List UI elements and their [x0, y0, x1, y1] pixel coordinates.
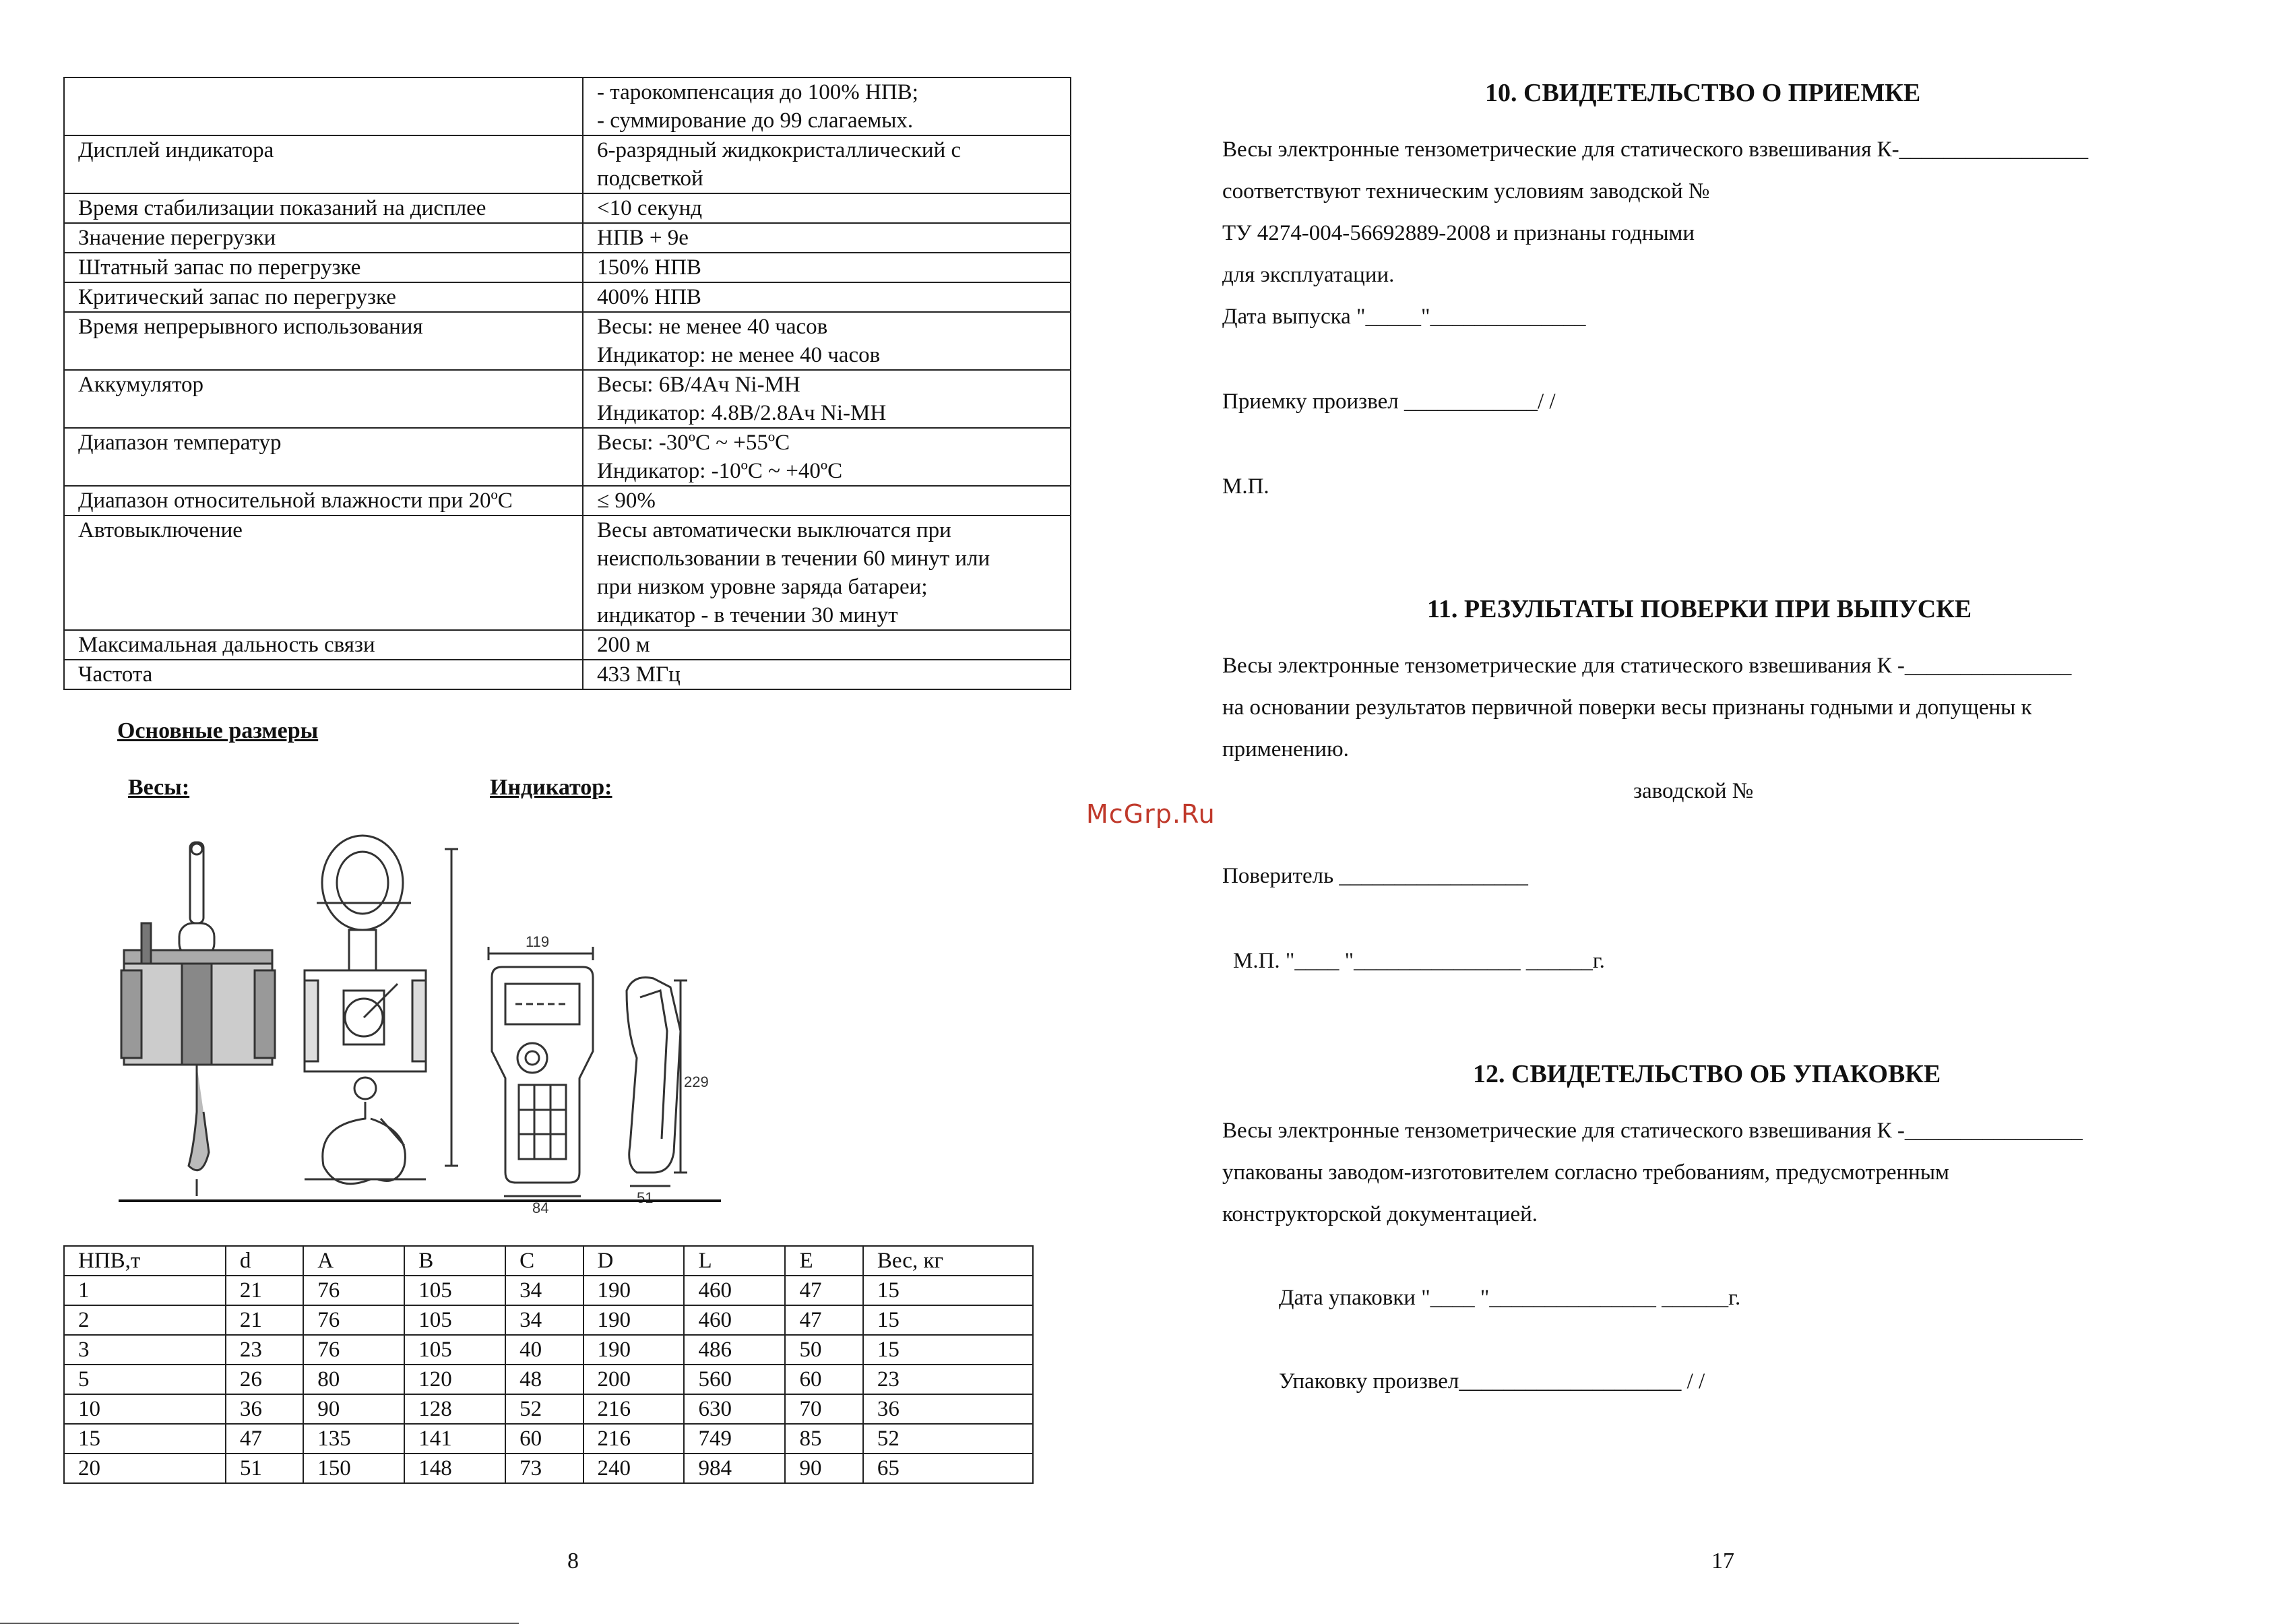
spec-row: [64, 660, 1071, 689]
s12-line-4: Дата упаковки "____ "_______________ ______г.: [1279, 1286, 1741, 1310]
dims-header-cell: E: [785, 1246, 862, 1276]
dims-cell: 240: [584, 1454, 685, 1483]
dims-cell: 85: [785, 1424, 862, 1454]
s11-line-4: заводской №: [1633, 779, 1754, 803]
dims-cell: 23: [226, 1335, 303, 1365]
spec-param: [64, 77, 583, 135]
dims-cell: 190: [584, 1335, 685, 1365]
dimensions-table: [63, 1245, 1034, 1484]
dims-row: [64, 1394, 1033, 1424]
dims-header-cell: d: [226, 1246, 303, 1276]
spec-row: [64, 253, 1071, 282]
dims-cell: 76: [303, 1335, 404, 1365]
dims-cell: 70: [785, 1394, 862, 1424]
scales-label: Весы:: [128, 775, 190, 800]
dims-cell: 135: [303, 1424, 404, 1454]
spec-value: [583, 428, 1071, 486]
dims-cell: 105: [404, 1305, 505, 1335]
dims-cell: 26: [226, 1365, 303, 1394]
dims-cell: 34: [505, 1276, 583, 1305]
spec-value-line: 200 м: [597, 633, 650, 657]
crane-scale-side-view: [121, 842, 275, 1196]
left-page: [0, 0, 1135, 1605]
spec-value-line: при низком уровне заряда батареи;: [597, 575, 928, 599]
dims-header-cell: C: [505, 1246, 583, 1276]
spec-row: [64, 516, 1071, 630]
spec-row: [64, 630, 1071, 660]
spec-table: [63, 77, 1071, 690]
spec-value-line: Индикатор: 4.8В/2.8Ач Ni-MH: [597, 401, 887, 425]
dims-row: [64, 1454, 1033, 1483]
s10-line-5: Дата выпуска "_____"______________: [1222, 305, 1586, 329]
spec-param: Критический запас по перегрузке: [64, 282, 583, 312]
s10-line-3: ТУ 4274-004-56692889-2008 и признаны годными: [1222, 221, 1695, 245]
dims-cell: 36: [226, 1394, 303, 1424]
spec-value: [583, 370, 1071, 428]
s12-line-1: Весы электронные тензометрические для статического взвешивания К -________________: [1222, 1119, 2083, 1143]
spec-value: [583, 77, 1071, 135]
dims-row: [64, 1424, 1033, 1454]
dims-cell: 65: [863, 1454, 1033, 1483]
spec-param: Аккумулятор: [64, 370, 583, 428]
s10-line-7: М.П.: [1222, 474, 1269, 499]
spec-value: [583, 516, 1071, 630]
spec-value-line: 433 МГц: [597, 662, 681, 687]
section-12-title: 12. СВИДЕТЕЛЬСТВО ОБ УПАКОВКЕ: [1473, 1060, 1941, 1088]
dims-cell: 560: [684, 1365, 785, 1394]
dims-cell: 105: [404, 1276, 505, 1305]
spec-param: Штатный запас по перегрузке: [64, 253, 583, 282]
dims-cell: 21: [226, 1276, 303, 1305]
s12-line-3: конструкторской документацией.: [1222, 1202, 1538, 1226]
dims-cell: 200: [584, 1365, 685, 1394]
left-page-number: 8: [567, 1549, 579, 1573]
dims-cell: 460: [684, 1276, 785, 1305]
spec-param: Дисплей индикатора: [64, 135, 583, 193]
dims-cell: 190: [584, 1276, 685, 1305]
dims-header-cell: B: [404, 1246, 505, 1276]
spec-value-line: Весы: -30ºC ~ +55ºC: [597, 431, 790, 455]
spec-value-line: Весы автоматически выключатся при: [597, 518, 951, 542]
right-page-number: 17: [1711, 1549, 1734, 1573]
spec-value-line: индикатор - в течении 30 минут: [597, 603, 898, 627]
s11-line-6: М.П. "____ "_______________ ______г.: [1233, 949, 1605, 973]
s11-line-3: применению.: [1222, 737, 1349, 761]
dims-cell: 34: [505, 1305, 583, 1335]
spec-row: [64, 428, 1071, 486]
spec-param: Диапазон температур: [64, 428, 583, 486]
watermark: McGrp.Ru: [1086, 799, 1216, 829]
right-page: [1135, 0, 2270, 1605]
spec-param: Автовыключение: [64, 516, 583, 630]
spec-value-line: - тарокомпенсация до 100% НПВ;: [597, 80, 918, 104]
dims-cell: 10: [64, 1394, 226, 1424]
dimensions-drawing: [115, 829, 728, 1216]
dims-header-cell: D: [584, 1246, 685, 1276]
dims-cell: 141: [404, 1424, 505, 1454]
s11-line-5: Поверитель _________________: [1222, 864, 1528, 888]
dims-cell: 15: [863, 1335, 1033, 1365]
section-10-title: 10. СВИДЕТЕЛЬСТВО О ПРИЕМКЕ: [1485, 79, 1921, 107]
dims-cell: 47: [226, 1424, 303, 1454]
spec-value-line: неиспользовании в течении 60 минут или: [597, 546, 990, 571]
dims-cell: 20: [64, 1454, 226, 1483]
spec-value-line: НПВ + 9е: [597, 226, 689, 250]
spec-row: [64, 193, 1071, 223]
dims-cell: 460: [684, 1305, 785, 1335]
dims-cell: 76: [303, 1276, 404, 1305]
s12-line-5: Упаковку произвел____________________ / /: [1279, 1369, 1705, 1394]
crane-scale-front-view: [305, 836, 458, 1184]
spec-row: [64, 370, 1071, 428]
spec-param: Время стабилизации показаний на дисплее: [64, 193, 583, 223]
dims-cell: 630: [684, 1394, 785, 1424]
dims-header-cell: НПВ,т: [64, 1246, 226, 1276]
dims-cell: 90: [785, 1454, 862, 1483]
indicator-label: Индикатор:: [490, 775, 612, 800]
spec-row: [64, 77, 1071, 135]
dims-cell: 48: [505, 1365, 583, 1394]
dims-cell: 749: [684, 1424, 785, 1454]
dims-row: [64, 1276, 1033, 1305]
spec-row: [64, 486, 1071, 516]
dims-cell: 80: [303, 1365, 404, 1394]
indicator-front-view: [488, 933, 593, 1216]
s11-line-1: Весы электронные тензометрические для статического взвешивания К -_______________: [1222, 654, 2072, 678]
s11-line-2: на основании результатов первичной поверки весы признаны годными и допущены к: [1222, 695, 2032, 720]
dims-cell: 128: [404, 1394, 505, 1424]
spec-value: [583, 660, 1071, 689]
spec-value-line: 400% НПВ: [597, 285, 701, 309]
dims-cell: 50: [785, 1335, 862, 1365]
spec-param: Частота: [64, 660, 583, 689]
dims-cell: 105: [404, 1335, 505, 1365]
indicator-width-bottom-label: 84: [532, 1199, 549, 1216]
dims-cell: 51: [226, 1454, 303, 1483]
dims-cell: 3: [64, 1335, 226, 1365]
dims-header-cell: L: [684, 1246, 785, 1276]
dims-cell: 148: [404, 1454, 505, 1483]
dims-cell: 150: [303, 1454, 404, 1483]
spec-value: [583, 253, 1071, 282]
spec-value-line: Весы: не менее 40 часов: [597, 315, 828, 339]
spec-value: [583, 135, 1071, 193]
spec-value: [583, 312, 1071, 370]
spec-row: [64, 223, 1071, 253]
dims-cell: 36: [863, 1394, 1033, 1424]
spec-value: [583, 630, 1071, 660]
indicator-width-top-label: 119: [526, 933, 550, 950]
dims-cell: 15: [863, 1305, 1033, 1335]
dims-cell: 52: [505, 1394, 583, 1424]
indicator-height-label: 229: [684, 1073, 709, 1090]
spec-value-line: <10 секунд: [597, 196, 703, 220]
spec-value-line: - суммирование до 99 слагаемых.: [597, 108, 914, 133]
spec-value: [583, 193, 1071, 223]
spec-param: Время непрерывного использования: [64, 312, 583, 370]
dims-cell: 73: [505, 1454, 583, 1483]
dims-cell: 23: [863, 1365, 1033, 1394]
dims-cell: 21: [226, 1305, 303, 1335]
dims-cell: 486: [684, 1335, 785, 1365]
spec-value-line: Индикатор: не менее 40 часов: [597, 343, 881, 367]
spec-param: Диапазон относительной влажности при 20ºC: [64, 486, 583, 516]
spec-row: [64, 135, 1071, 193]
spec-value-line: 150% НПВ: [597, 255, 701, 280]
dims-cell: 60: [785, 1365, 862, 1394]
spec-value-line: Индикатор: -10ºC ~ +40ºC: [597, 459, 843, 483]
s10-line-6: Приемку произвел ____________/ /: [1222, 389, 1556, 414]
spec-value-line: подсветкой: [597, 166, 703, 191]
dims-cell: 984: [684, 1454, 785, 1483]
dims-cell: 5: [64, 1365, 226, 1394]
dims-header-cell: A: [303, 1246, 404, 1276]
s10-line-1: Весы электронные тензометрические для статического взвешивания К-_________________: [1222, 137, 2089, 162]
dims-cell: 216: [584, 1394, 685, 1424]
indicator-depth-label: 51: [637, 1189, 654, 1206]
dims-cell: 2: [64, 1305, 226, 1335]
spec-value-line: 6-разрядный жидкокристаллический с: [597, 138, 961, 162]
dims-cell: 190: [584, 1305, 685, 1335]
dims-cell: 15: [863, 1276, 1033, 1305]
spec-value-line: ≤ 90%: [597, 489, 656, 513]
spec-value: [583, 223, 1071, 253]
spec-row: [64, 312, 1071, 370]
dims-cell: 1: [64, 1276, 226, 1305]
dims-cell: 60: [505, 1424, 583, 1454]
dims-cell: 216: [584, 1424, 685, 1454]
spec-param: Значение перегрузки: [64, 223, 583, 253]
dims-cell: 47: [785, 1305, 862, 1335]
dims-row: [64, 1305, 1033, 1335]
spec-value-line: Весы: 6В/4Ач Ni-MH: [597, 373, 800, 397]
dims-header-cell: Вес, кг: [863, 1246, 1033, 1276]
spec-value: [583, 486, 1071, 516]
dims-header-row: [64, 1246, 1033, 1276]
dims-cell: 47: [785, 1276, 862, 1305]
spec-param: Максимальная дальность связи: [64, 630, 583, 660]
dims-cell: 120: [404, 1365, 505, 1394]
dims-cell: 90: [303, 1394, 404, 1424]
dims-cell: 15: [64, 1424, 226, 1454]
indicator-side-view: [627, 977, 709, 1206]
s10-line-4: для эксплуатации.: [1222, 263, 1395, 287]
spec-value: [583, 282, 1071, 312]
s10-line-2: соответствуют техническим условиям заводской №: [1222, 179, 1710, 204]
spec-row: [64, 282, 1071, 312]
dims-cell: 76: [303, 1305, 404, 1335]
dims-cell: 40: [505, 1335, 583, 1365]
dims-cell: 52: [863, 1424, 1033, 1454]
dimensions-heading: Основные размеры: [117, 718, 319, 743]
s12-line-2: упакованы заводом-изготовителем согласно требованиям, предусмотренным: [1222, 1160, 1949, 1185]
dims-row: [64, 1365, 1033, 1394]
section-11-title: 11. РЕЗУЛЬТАТЫ ПОВЕРКИ ПРИ ВЫПУСКЕ: [1427, 595, 1972, 623]
dims-row: [64, 1335, 1033, 1365]
